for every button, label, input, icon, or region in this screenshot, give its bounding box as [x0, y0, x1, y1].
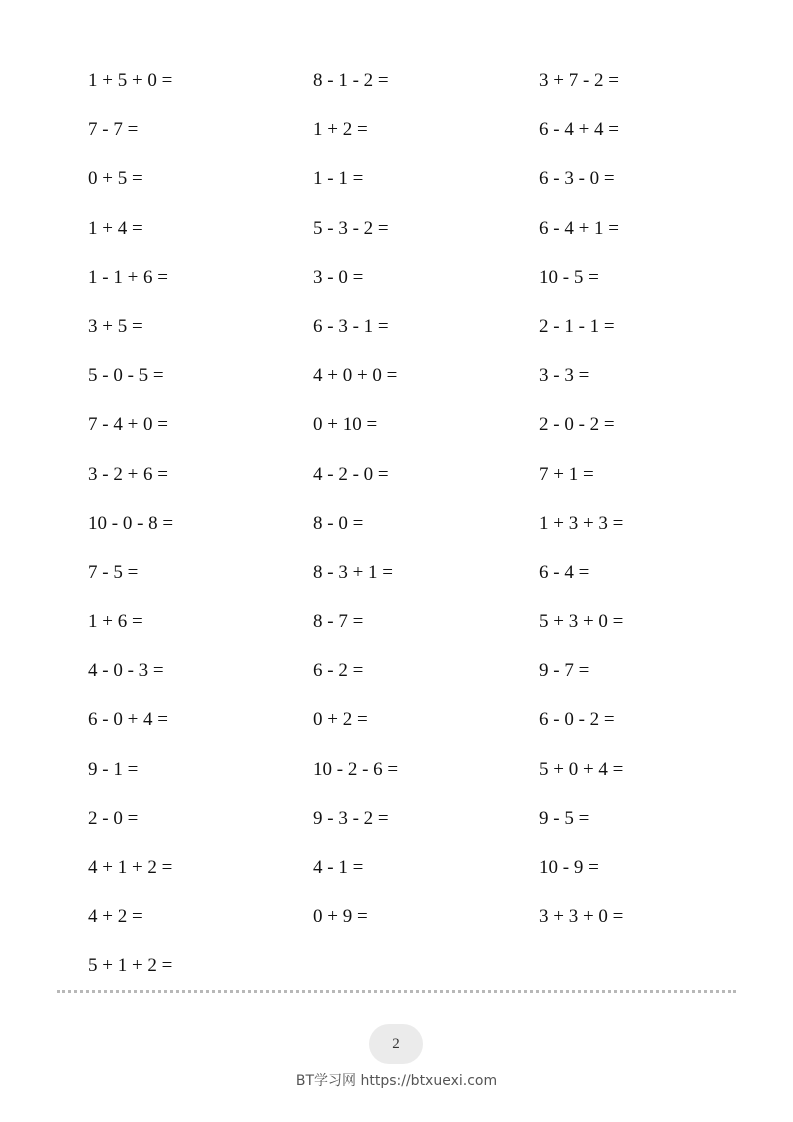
problem-item: 5 + 3 + 0 = — [539, 611, 624, 633]
problem-item: 9 - 5 = — [539, 807, 590, 829]
problem-item: 3 + 7 - 2 = — [539, 70, 620, 91]
problem-item: 6 - 0 + 4 = — [88, 709, 169, 731]
problem-item: 4 - 1 = — [313, 857, 364, 878]
problem-item: 6 - 4 + 1 = — [539, 217, 620, 239]
problem-item: 5 - 0 - 5 = — [88, 365, 164, 387]
problem-item: 1 - 1 + 6 = — [88, 266, 169, 288]
problem-item: 6 - 2 = — [313, 660, 364, 682]
footer-text: BT学习网 https://btxuexi.com — [295, 1073, 498, 1089]
problem-item: 6 - 4 = — [539, 561, 590, 583]
problem-item: 1 + 5 + 0 = — [88, 70, 173, 91]
problem-item: 6 - 4 + 4 = — [539, 119, 620, 141]
problem-item: 10 - 2 - 6 = — [313, 758, 399, 780]
problem-item: 1 - 1 = — [313, 168, 364, 190]
problem-item: 4 + 2 = — [88, 906, 143, 928]
problem-item: 8 - 3 + 1 = — [313, 561, 394, 583]
problem-item: 10 - 0 - 8 = — [88, 512, 174, 534]
problem-item: 6 - 3 - 0 = — [539, 168, 615, 190]
problem-item: 8 - 1 - 2 = — [313, 70, 389, 91]
problem-item: 2 - 0 = — [88, 807, 139, 829]
problem-item: 7 - 4 + 0 = — [88, 414, 169, 436]
problem-item: 0 + 9 = — [313, 906, 368, 928]
problem-item: 6 - 0 - 2 = — [539, 709, 615, 731]
problem-item: 4 + 1 + 2 = — [88, 857, 173, 878]
problem-item: 5 - 3 - 2 = — [313, 217, 389, 239]
problem-item: 0 + 2 = — [313, 709, 368, 731]
problem-item: 2 - 0 - 2 = — [539, 414, 615, 436]
problem-item: 1 + 2 = — [313, 119, 368, 141]
problem-item: 5 + 0 + 4 = — [539, 758, 624, 780]
problem-item: 10 - 5 = — [539, 266, 599, 288]
problem-item: 4 - 2 - 0 = — [313, 463, 389, 485]
problem-item: 6 - 3 - 1 = — [313, 315, 389, 337]
problem-item: 3 - 2 + 6 = — [88, 463, 169, 485]
problem-item: 7 - 7 = — [88, 119, 139, 141]
problem-item: 4 - 0 - 3 = — [88, 660, 164, 682]
dotted-divider — [57, 990, 736, 993]
problem-item: 3 + 3 + 0 = — [539, 906, 624, 928]
problem-item: 9 - 7 = — [539, 660, 590, 682]
problem-item: 4 + 0 + 0 = — [313, 365, 398, 387]
problem-item: 7 + 1 = — [539, 463, 594, 485]
problem-item: 0 + 5 = — [88, 168, 143, 190]
problem-item: 5 + 1 + 2 = — [88, 955, 173, 977]
page-number: 2 — [369, 1024, 423, 1064]
problem-item: 10 - 9 = — [539, 857, 599, 878]
problem-item: 8 - 7 = — [313, 611, 364, 633]
problem-item: 9 - 1 = — [88, 758, 139, 780]
problem-item: 3 + 5 = — [88, 315, 143, 337]
problem-item: 3 - 3 = — [539, 365, 590, 387]
problem-item: 0 + 10 = — [313, 414, 378, 436]
problem-item: 1 + 6 = — [88, 611, 143, 633]
problem-item: 2 - 1 - 1 = — [539, 315, 615, 337]
problem-item: 9 - 3 - 2 = — [313, 807, 389, 829]
problem-item: 1 + 3 + 3 = — [539, 512, 624, 534]
problem-grid — [88, 56, 739, 991]
problem-item: 3 - 0 = — [313, 266, 364, 288]
problem-item: 8 - 0 = — [313, 512, 364, 534]
problem-item: 1 + 4 = — [88, 217, 143, 239]
problem-item: 7 - 5 = — [88, 561, 139, 583]
